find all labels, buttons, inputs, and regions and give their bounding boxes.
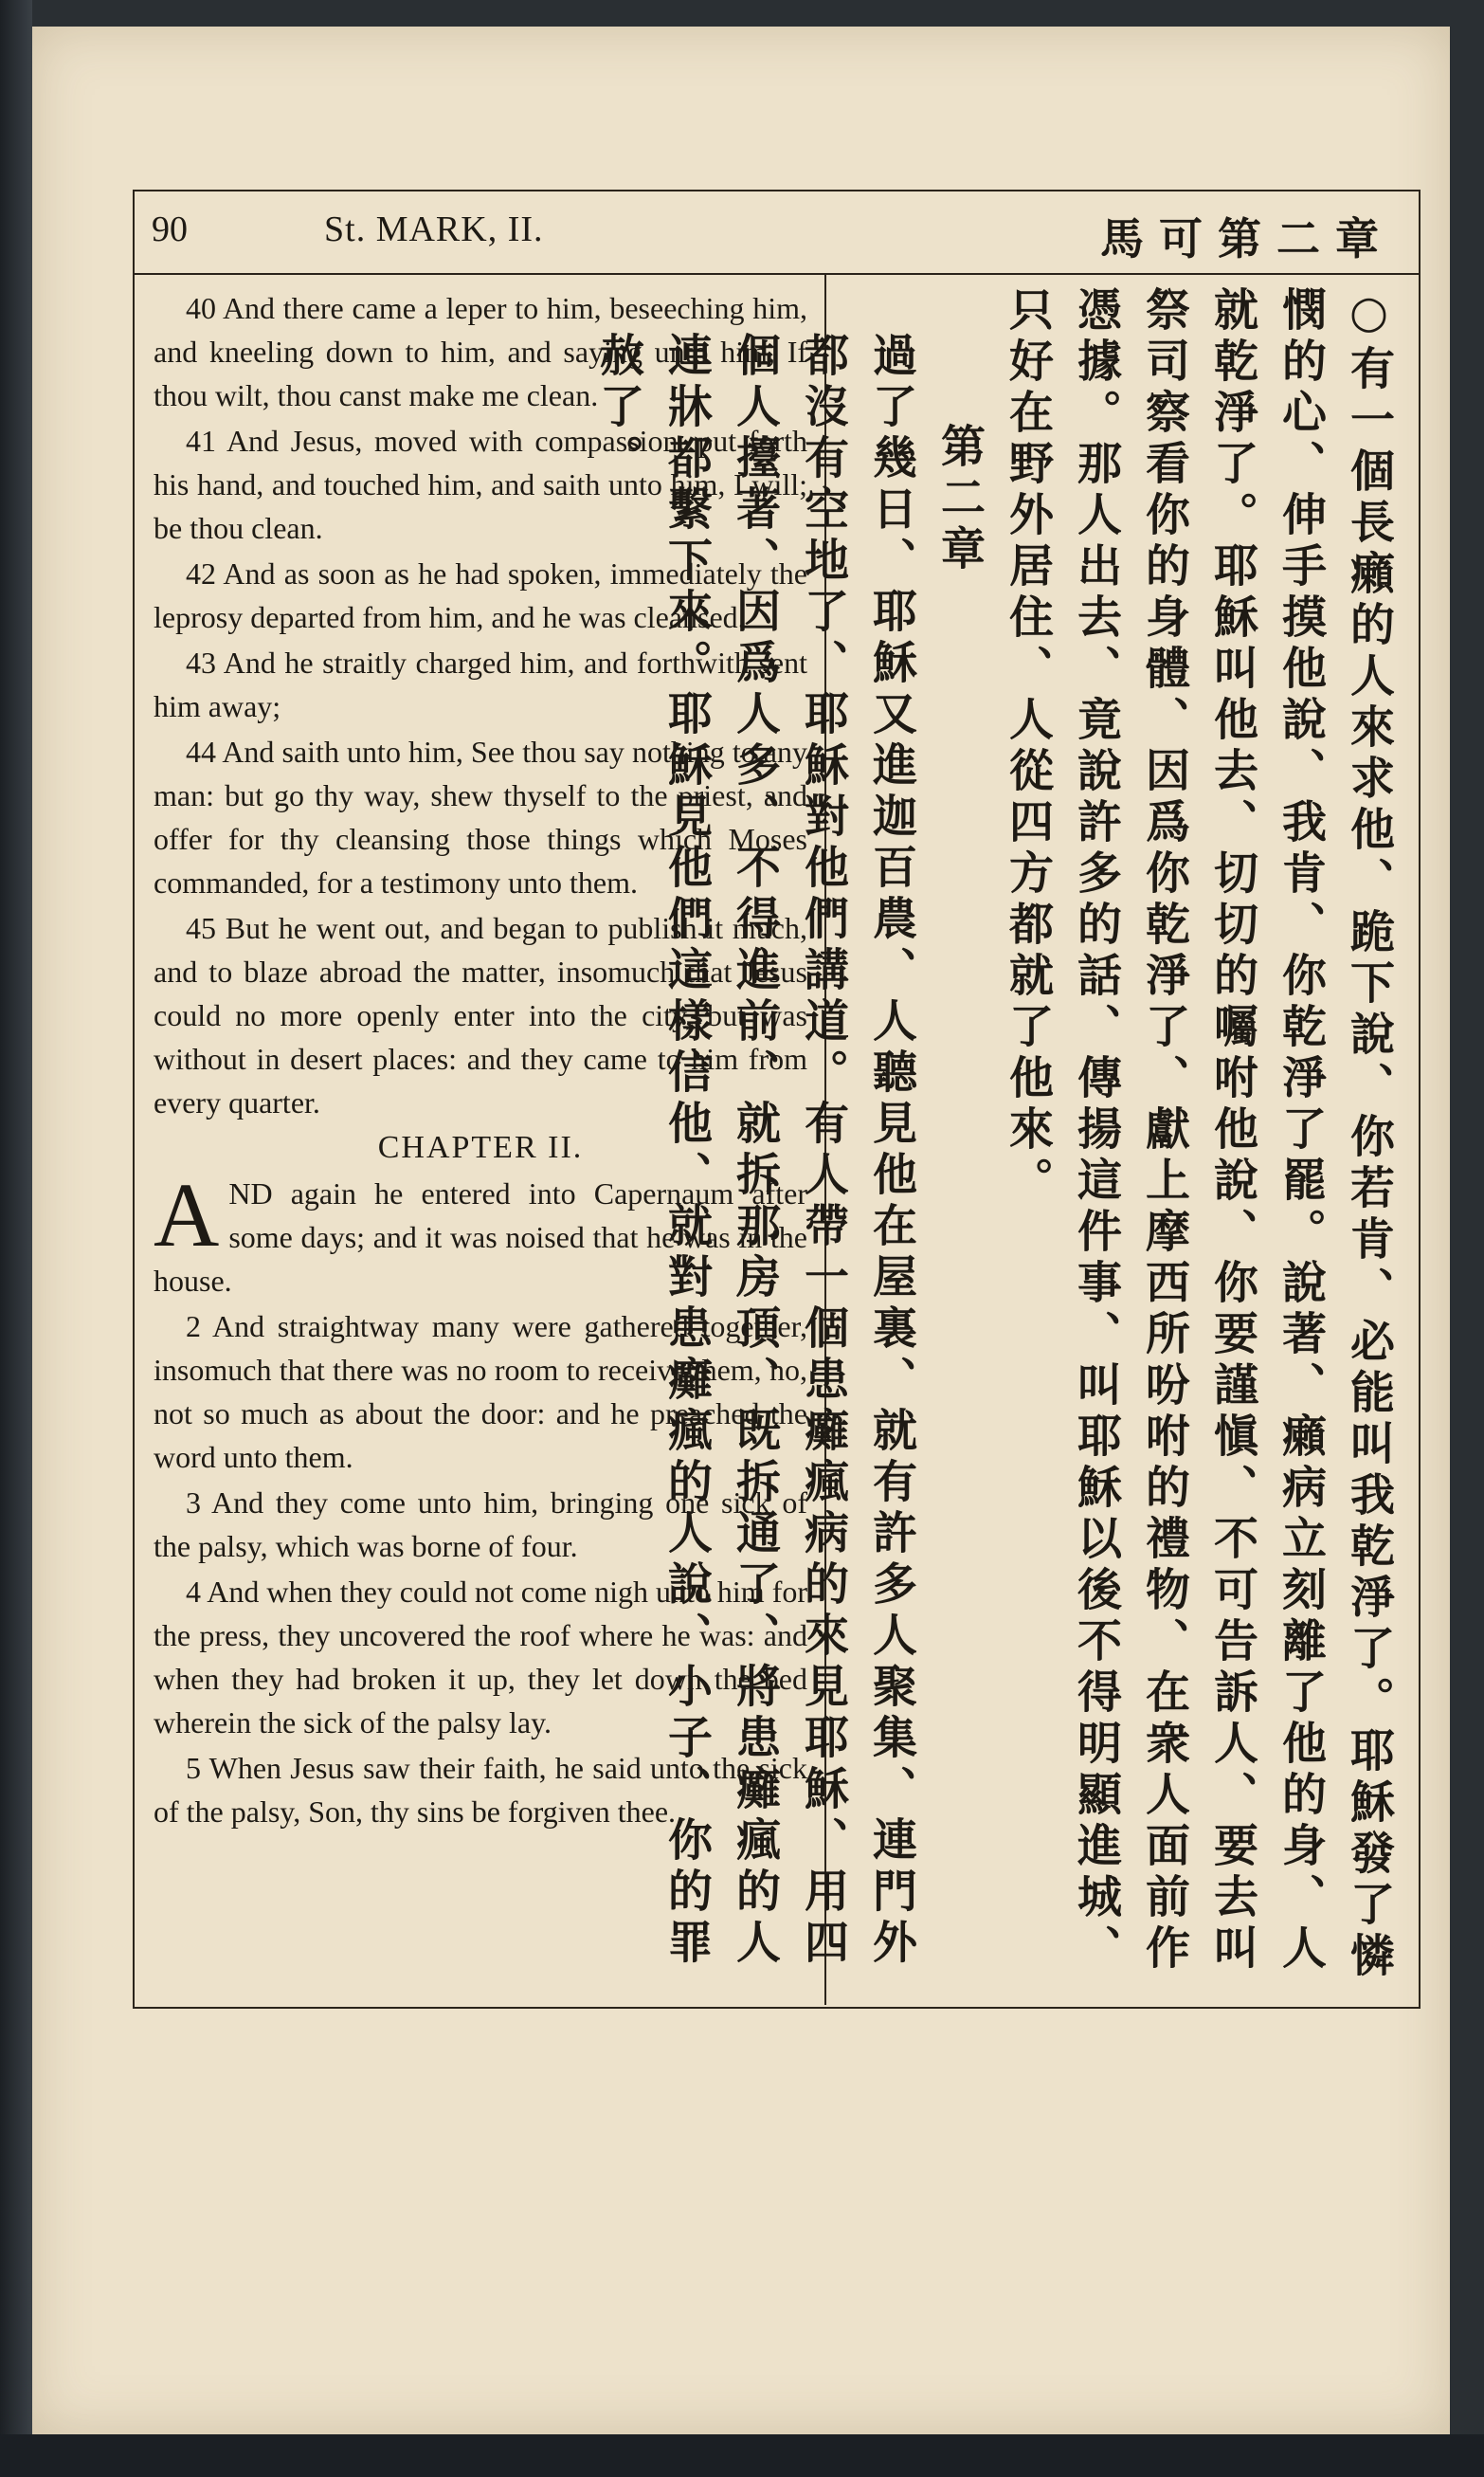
chapter-2-verse-4: 4 And when they could not come nigh unto him for the press, they uncovered the roof where he was: and when they had broken it up, they let down the bed wherein the sick of the palsy lay. (154, 1575, 807, 1739)
verse-43: 43 And he straitly charged him, and forthwith sent him away; (154, 646, 807, 723)
chinese-chapter-1-passage: ○有一個長癩的人來求他、跪下說、你若肯、必能叫我乾淨了。耶穌發了憐憫的心、伸手摸他說、我肯、你乾淨了罷。說著、癩病立刻離了他的身、人就乾淨了。耶穌叫他去、切切的囑咐他說、你要謹愼、不可告訴人、要去叫祭司察看你的身體、因爲你乾淨了、獻上摩西所吩咐的禮物、在衆人面前作憑據。那人出去、竟說許多的話、傳揚這件事、叫耶穌以後不得明顯進城、只好在野外居住、人從四方都就了他來。 (1002, 286, 1395, 1983)
chapter-2-verse-2: 2 And straightway many were gathered together, insomuch that there was no room to receive them, no, not so much as about the door: and he preached the word unto them. (154, 1309, 807, 1474)
book-spine (0, 0, 32, 2477)
verse-42: 42 And as soon as he had spoken, immediately the leprosy departed from him, and he was cleansed. (154, 556, 807, 634)
chinese-text-column (592, 286, 1403, 1983)
page-frame (133, 190, 1421, 2009)
running-header (135, 191, 1419, 275)
english-running-title: St. MARK, II. (324, 209, 544, 249)
chapter-2-verse-3: 3 And they come unto him, bringing one sick of the palsy, which was borne of four. (154, 1485, 807, 1563)
verse-1-text: ND again he entered into Capernaum after some days; and it was noised that he was in the house. (154, 1176, 807, 1298)
verse-41: 41 And Jesus, moved with compassion, put forth his hand, and touched him, and saith unto him, I will; be thou clean. (154, 424, 807, 545)
page-number: 90 (152, 209, 188, 249)
verse-45: 45 But he went out, and began to publish it much, and to blaze abroad the matter, insomuch that Jesus could no more openly enter into the city, but was without in desert places: and they came to him from every quarter. (154, 911, 807, 1120)
verse-44: 44 And saith unto him, See thou say nothing to any man: but go thy way, shew thyself to the priest, and offer for thy cleansing those things which Moses commanded, for a testimony unto them. (154, 735, 807, 900)
chinese-chapter-2-passage: 過了幾日、耶穌又進迦百農、人聽見他在屋裏、就有許多人聚集、連門外都沒有空地了、耶穌對他們講道。有人帶一個患癱瘋病的來見耶穌、用四個人擡著、因爲人多、不得進前、就拆那房頂、既拆通了、將患癱瘋的人連牀都繫下來。耶穌見他們這樣信他、就對患癱瘋的人說、小子、你的罪赦了。 (592, 332, 917, 1970)
verse-40: 40 And there came a leper to him, beseeching him, and kneeling down to him, and saying unto him, If thou wilt, thou canst make me clean. (154, 291, 807, 412)
chinese-chapter-heading: 第二章 (933, 423, 986, 576)
chapter-2-verse-5: 5 When Jesus saw their faith, he said unto the sick of the palsy, Son, thy sins be forgiven thee. (154, 1751, 807, 1829)
drop-cap-letter: A (154, 1164, 220, 1266)
chinese-running-title: 馬可第二章 (1100, 213, 1394, 264)
scan-bottom-edge (0, 2434, 1484, 2477)
chapter-heading: CHAPTER II. (377, 1130, 584, 1165)
